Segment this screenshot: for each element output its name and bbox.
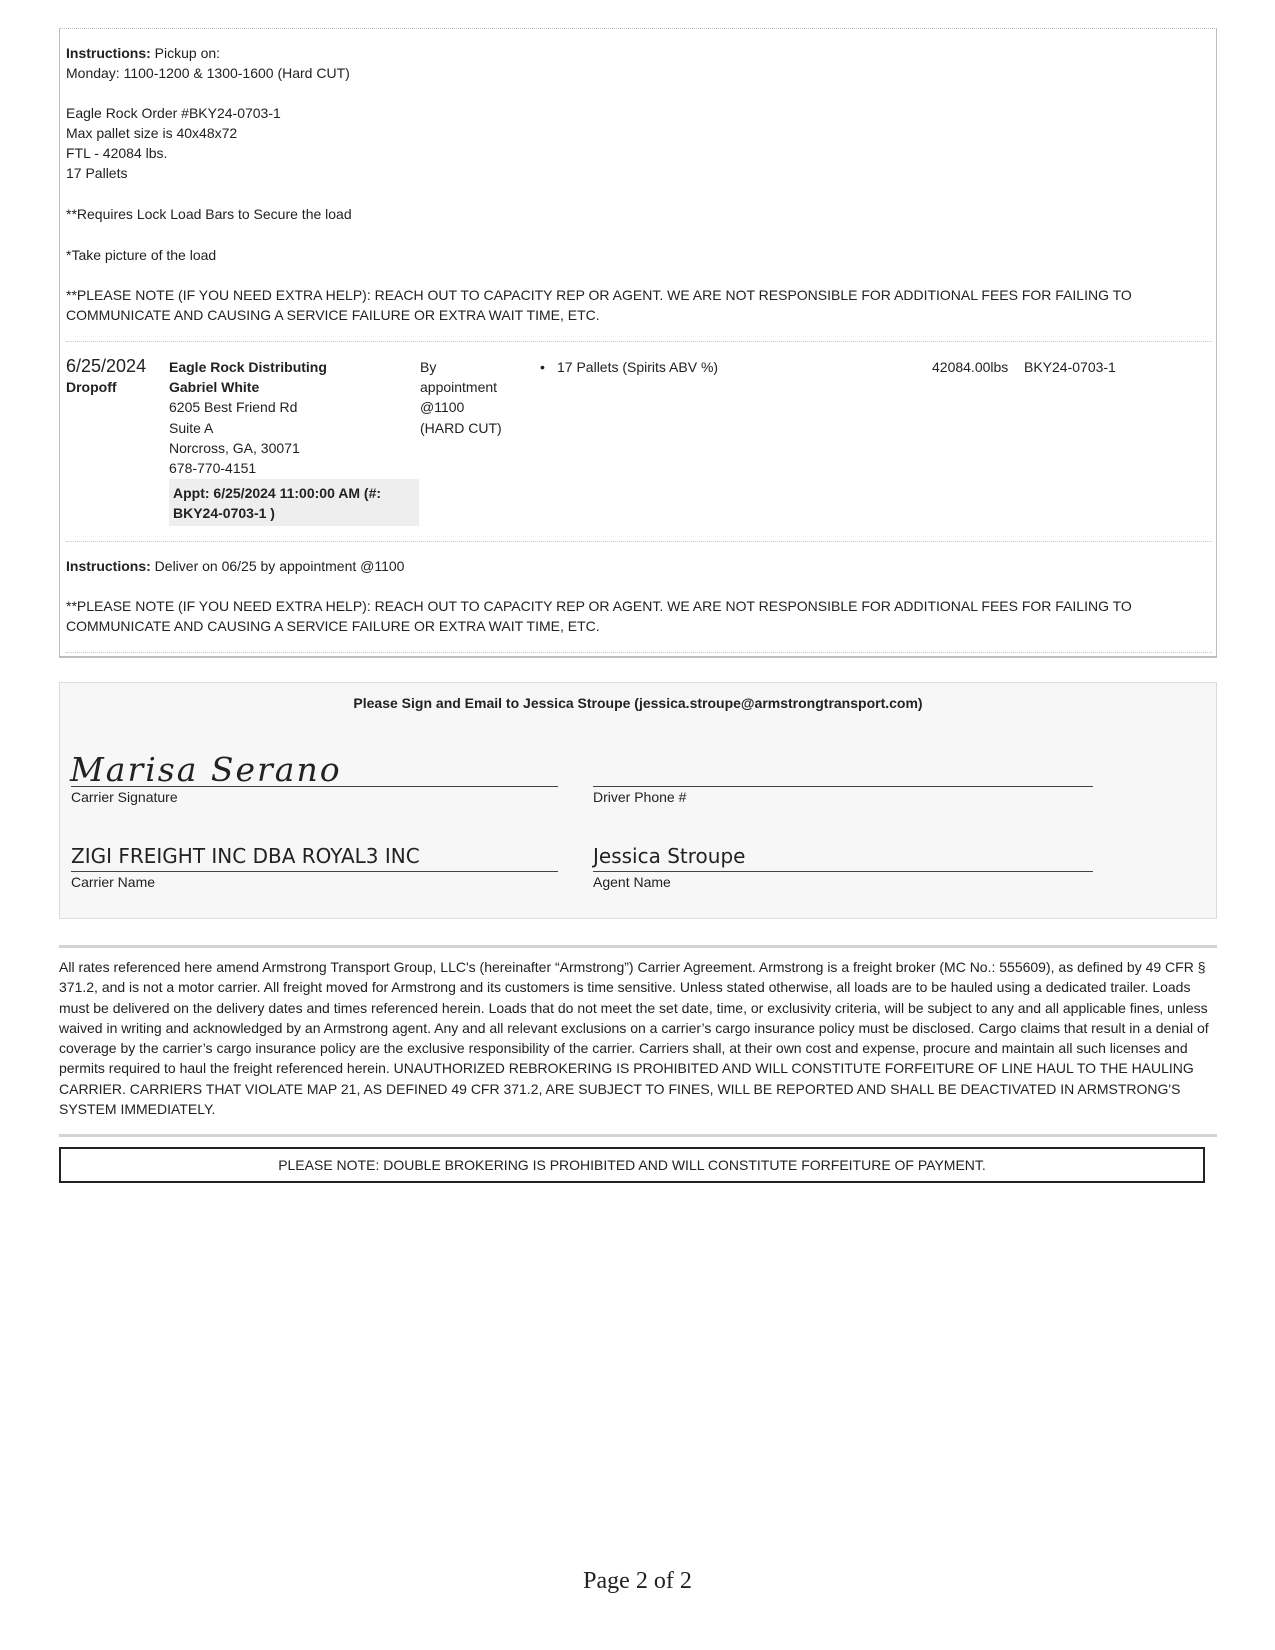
- dropoff-time-2: appointment: [420, 379, 498, 395]
- dropoff-instructions: [66, 556, 404, 576]
- carrier-signature-value[interactable]: Marisa Serano: [70, 750, 342, 789]
- legal-terms: All rates referenced here amend Armstrong Transport Group, LLC's (hereinafter “Armstrong”) Carrier Agreement. Armstrong is a freight broker (MC No.: 555609), as defined by 49 CFR § 371.2, and is not a motor carrier. All freight moved for Armstrong and its customers is time sensitive. Unless stated otherwise, all loads are to be hauled using a dedicated trailer. Loads must be delivered on the delivery dates and times referenced herein. Loads that do not meet the set date, time, or exclusivity criteria, will be subject to any and all applicable fines, unless waived in writing and acknowledged by an Armstrong agent. Any and all relevant exclusions on a carrier’s cargo insurance policy must be disclosed. Cargo claims that result in a denial of coverage by the carrier’s cargo insurance policy are the exclusive responsibility of the carrier. Carriers shall, at their own cost and expense, procure and maintain all such licenses and permits required to haul the freight referenced herein. UNAUTHORIZED REBROKERING IS PROHIBITED AND WILL CONSTITUTE FORFEITURE OF LINE HAUL TO THE HAULING CARRIER. CARRIERS THAT VIOLATE MAP 21, AS DEFINED 49 CFR 371.2, ARE SUBJECT TO FINES, WILL BE REPORTED AND SHALL BE DEACTIVATED IN ARMSTRONG'S SYSTEM IMMEDIATELY.: [59, 959, 1209, 1118]
- dropoff-weight: 42084.00lbs: [932, 359, 1009, 375]
- instructions-label: Instructions:: [66, 558, 151, 574]
- carrier-signature-label: Carrier Signature: [71, 789, 178, 805]
- dropoff-date: 6/25/2024: [66, 356, 147, 376]
- pickup-order-number: Eagle Rock Order #BKY24-0703-1: [66, 105, 281, 121]
- instructions-text: Pickup on:: [154, 45, 221, 61]
- carrier-name-value[interactable]: ZIGI FREIGHT INC DBA ROYAL3 INC: [71, 844, 420, 868]
- dropoff-appointment: Appt: 6/25/2024 11:00:00 AM (#: BKY24-0703-1 ): [169, 479, 419, 526]
- pickup-lock-bars: **Requires Lock Load Bars to Secure the load: [66, 206, 352, 222]
- dropoff-contact: Gabriel White: [169, 379, 260, 395]
- page-number: Page 2 of 2: [583, 1568, 692, 1594]
- dropoff-time-1: By: [420, 359, 437, 375]
- dropoff-company: Eagle Rock Distributing: [169, 359, 327, 375]
- dropoff-note: **PLEASE NOTE (IF YOU NEED EXTRA HELP): REACH OUT TO CAPACITY REP OR AGENT. WE ARE NOT RESPONSIBLE FOR ADDITIONAL FEES FOR FAILING TO COMMUNICATE AND CAUSING A SERVICE FAILURE OR EXTRA WAIT TIME, ETC.: [66, 598, 1132, 634]
- pickup-note: **PLEASE NOTE (IF YOU NEED EXTRA HELP): REACH OUT TO CAPACITY REP OR AGENT. WE ARE NOT RESPONSIBLE FOR ADDITIONAL FEES FOR FAILING TO COMMUNICATE AND CAUSING A SERVICE FAILURE OR EXTRA WAIT TIME, ETC.: [66, 287, 1132, 323]
- double-brokering-note: PLEASE NOTE: DOUBLE BROKERING IS PROHIBITED AND WILL CONSTITUTE FORFEITURE OF PAYMENT.: [59, 1147, 1205, 1183]
- divider: [59, 1134, 1217, 1137]
- pickup-pallet-size: Max pallet size is 40x48x72: [66, 125, 238, 141]
- dropoff-time-4: (HARD CUT): [420, 420, 502, 436]
- divider: [66, 541, 1212, 542]
- dropoff-time-3: @1100: [420, 399, 465, 415]
- agent-name-label: Agent Name: [593, 874, 671, 890]
- pickup-picture: *Take picture of the load: [66, 247, 217, 263]
- divider: [66, 652, 1212, 653]
- agent-name-value[interactable]: Jessica Stroupe: [593, 844, 746, 868]
- pickup-instructions-header: [66, 43, 220, 63]
- dropoff-city: Norcross, GA, 30071: [169, 440, 300, 456]
- carrier-name-label: Carrier Name: [71, 874, 156, 890]
- pickup-pallets: 17 Pallets: [66, 165, 128, 181]
- dropoff-street: 6205 Best Friend Rd: [169, 399, 298, 415]
- dropoff-ref: BKY24-0703-1: [1024, 359, 1116, 375]
- sign-header: Please Sign and Email to Jessica Stroupe (jessica.stroupe@armstrongtransport.com): [353, 695, 923, 711]
- instructions-label: Instructions:: [66, 45, 151, 61]
- driver-phone-label: Driver Phone #: [593, 789, 687, 805]
- pickup-weight: FTL - 42084 lbs.: [66, 145, 168, 161]
- pickup-hours: Monday: 1100-1200 & 1300-1600 (Hard CUT): [66, 65, 350, 81]
- dropoff-suite: Suite A: [169, 420, 214, 436]
- dropoff-item: • 17 Pallets (Spirits ABV %): [557, 357, 718, 377]
- dropoff-phone: 678-770-4151: [169, 460, 257, 476]
- divider: [59, 945, 1217, 948]
- dropoff-type: Dropoff: [66, 379, 117, 395]
- instructions-text: Deliver on 06/25 by appointment @1100: [154, 558, 405, 574]
- divider: [66, 341, 1212, 342]
